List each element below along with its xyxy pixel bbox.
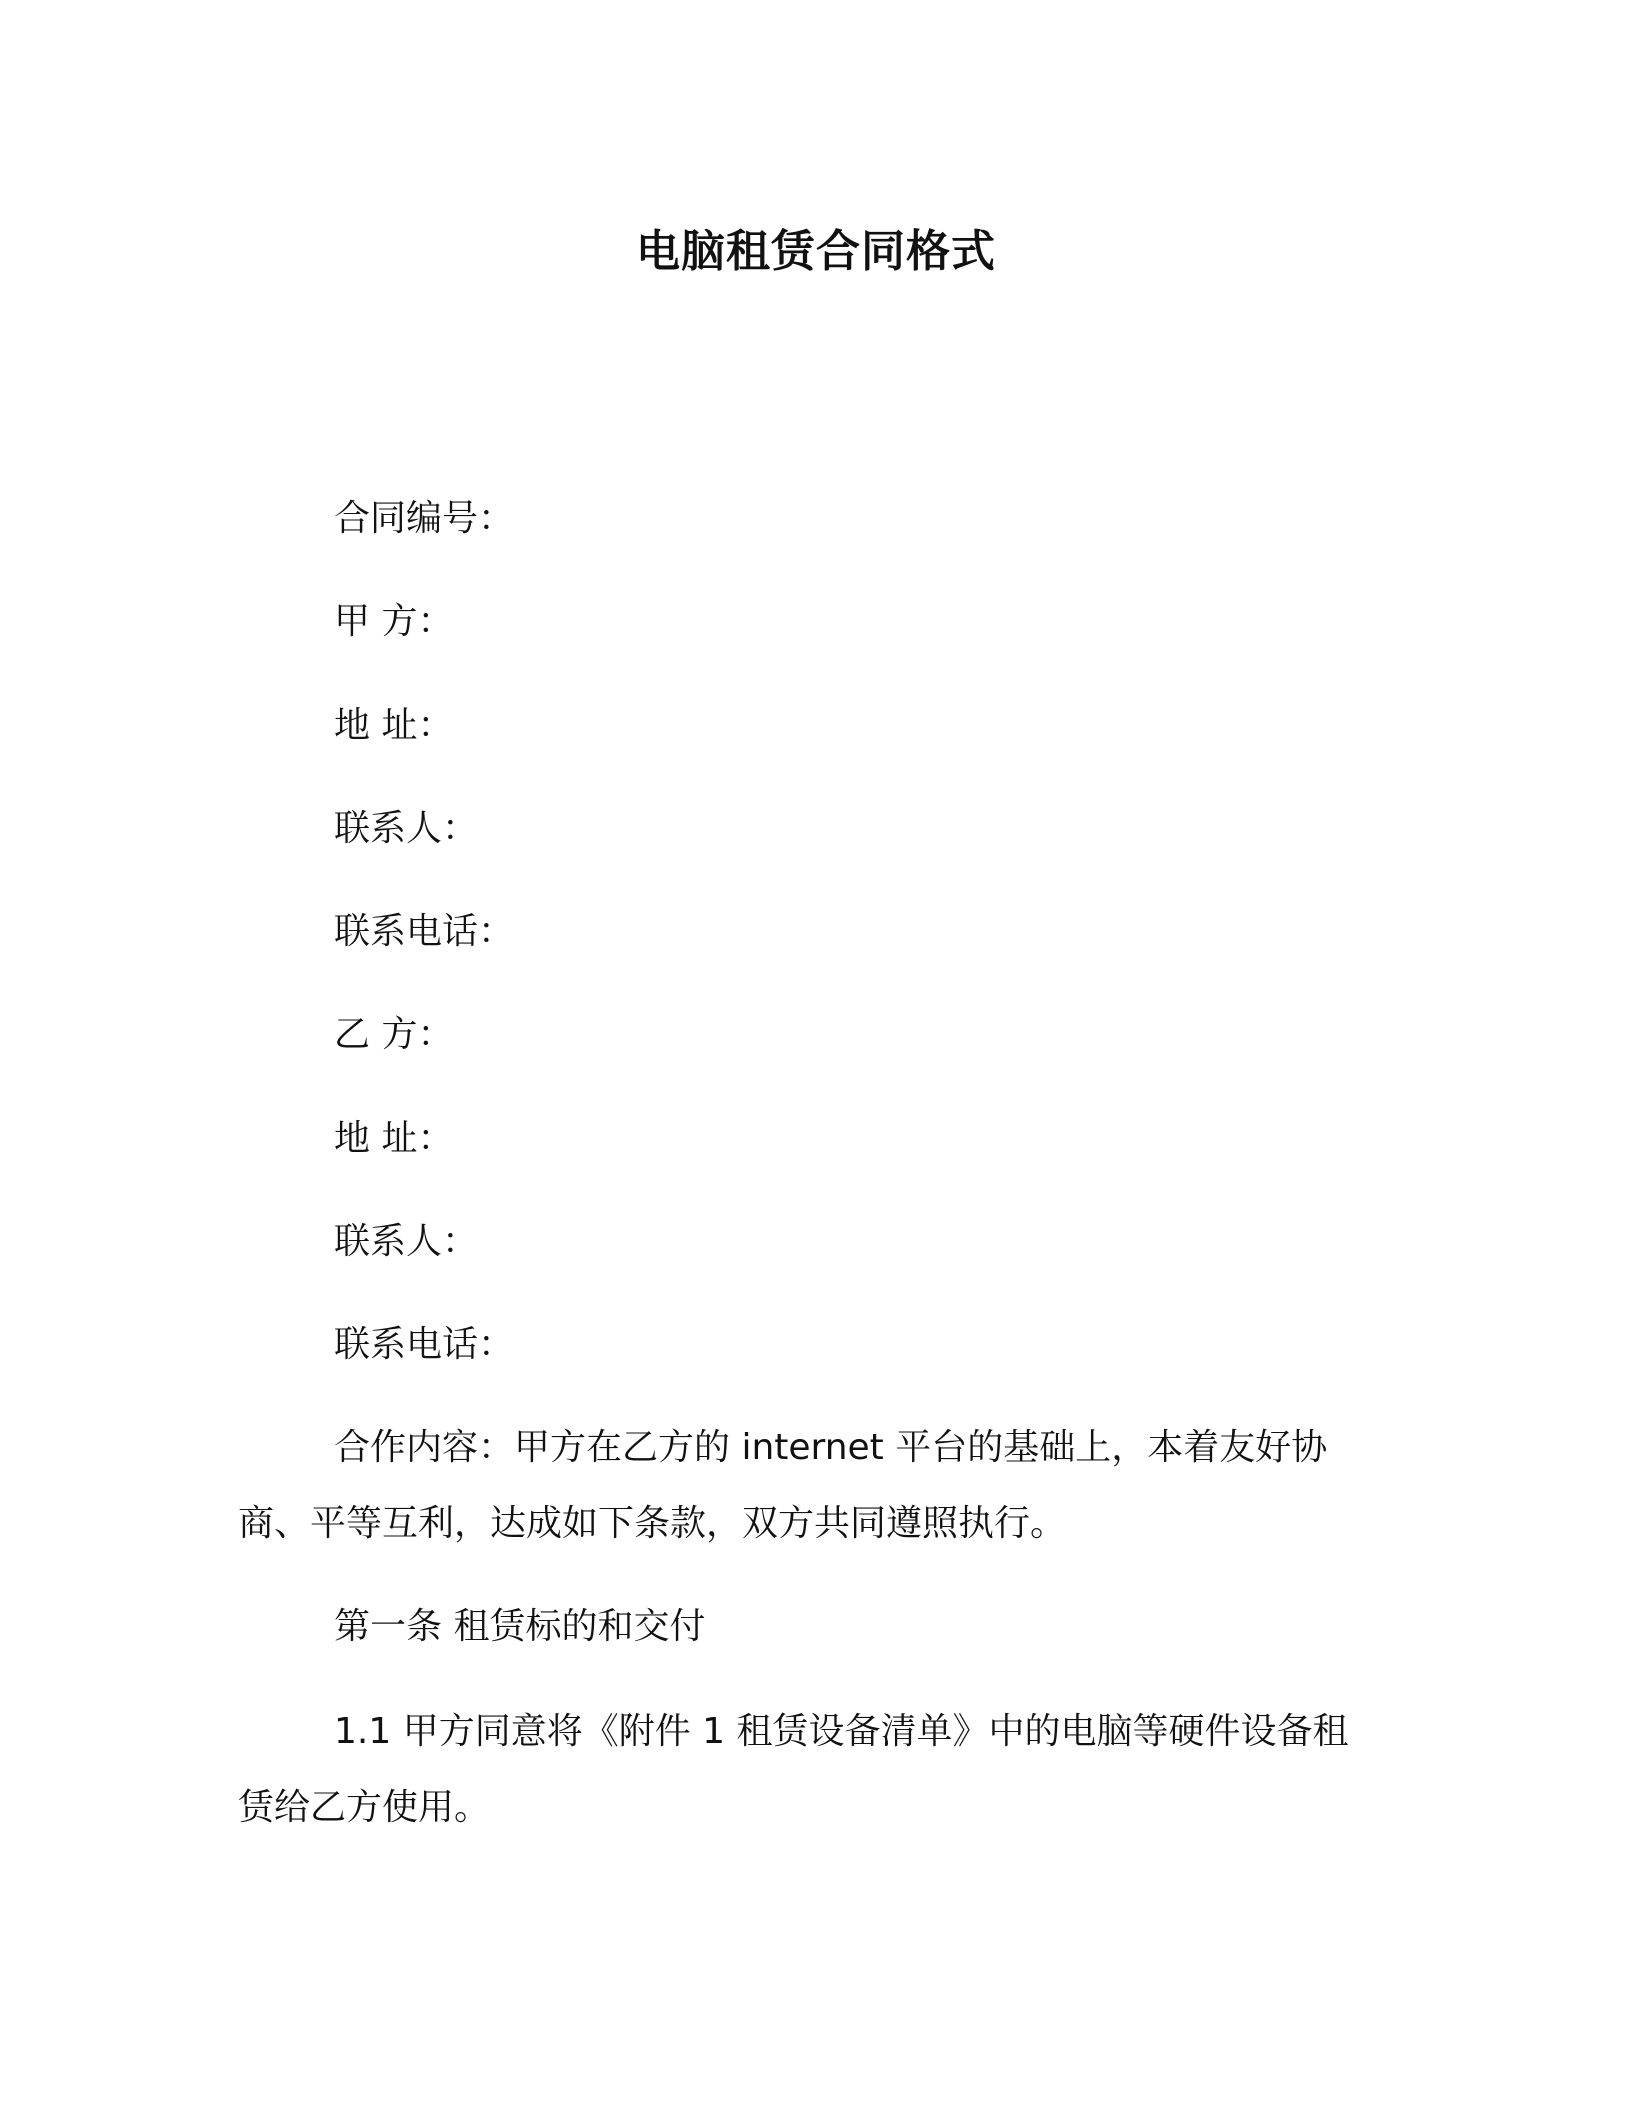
section-1-heading: 第一条 租赁标的和交付: [334, 1606, 706, 1647]
intro-paragraph: 合作内容：甲方在乙方的 internet 平台的基础上，本着友好协商、平等互利，达成如下条款，双方共同遵照执行。: [238, 1427, 1328, 1544]
clause-1-1: 1.1 甲方同意将《附件 1 租赁设备清单》中的电脑等硬件设备租赁给乙方使用。: [238, 1711, 1349, 1828]
field-party-a-contact: 联系人：: [334, 808, 479, 849]
field-party-a: 甲 方：: [334, 601, 454, 642]
document-title: 电脑租赁合同格式: [636, 226, 996, 277]
field-party-a-address: 地 址：: [334, 705, 454, 746]
field-party-b-address: 地 址：: [334, 1118, 454, 1159]
field-party-b: 乙 方：: [334, 1014, 454, 1055]
field-party-b-contact: 联系人：: [334, 1221, 479, 1262]
field-party-b-phone: 联系电话：: [334, 1324, 515, 1365]
field-contract-number: 合同编号：: [334, 498, 515, 539]
field-party-a-phone: 联系电话：: [334, 911, 515, 952]
